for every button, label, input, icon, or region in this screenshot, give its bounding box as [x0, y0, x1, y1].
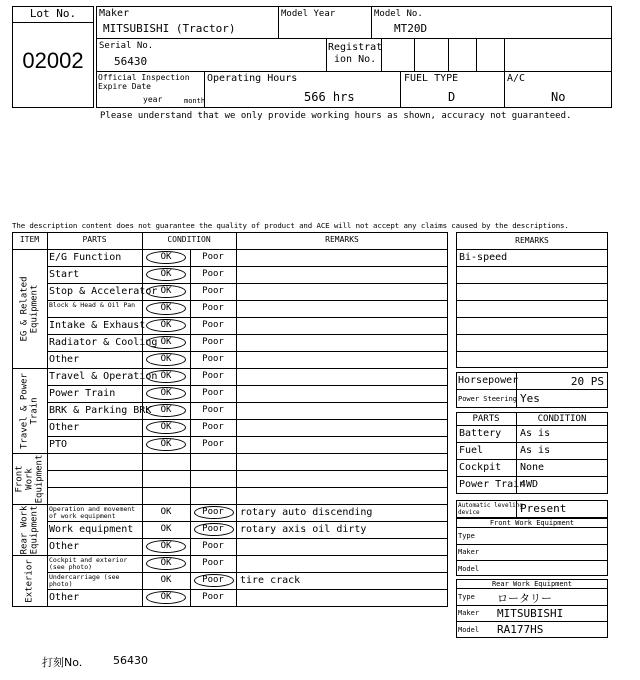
rear-model-label: Model [458, 626, 480, 634]
side-parts-header: PARTS [472, 414, 500, 424]
group-label: Front Work Equipment [14, 454, 45, 503]
col-parts-header: PARTS [82, 235, 107, 244]
poor-option: Poor [202, 320, 224, 330]
side-condition-header: CONDITION [537, 414, 587, 424]
ok-option: OK [160, 303, 172, 313]
side-part-name: Power Train [459, 479, 526, 490]
ok-option: OK [160, 558, 172, 568]
ok-option: OK [160, 320, 172, 330]
power-steering-label: Power Steering [458, 395, 518, 403]
ok-selected-oval [146, 302, 186, 315]
front-equipment-title: Front Work Equipment [489, 519, 575, 527]
ok-selected-oval [146, 387, 186, 400]
lot-no: 02002 [22, 48, 84, 73]
hours-notice: Please understand that we only provide working hours as shown, accuracy not guaranteed. [100, 111, 572, 121]
poor-option: Poor [202, 354, 224, 364]
rear-equipment-title: Rear Work Equipment [491, 580, 573, 588]
part-name: Undercarriage (see photo) [49, 573, 120, 588]
poor-option: Poor [202, 405, 224, 415]
ok-selected-oval [146, 370, 186, 383]
ok-selected-oval [146, 591, 186, 604]
side-part-name: Fuel [459, 445, 484, 456]
poor-selected-oval [194, 574, 234, 587]
row-remark: tire crack [240, 575, 301, 586]
auto-level-label: Automatic leveling device [458, 502, 524, 516]
side-part-condition: 4WD [520, 479, 539, 490]
group-label: EG & Related Equipment [19, 275, 40, 342]
ok-option: OK [160, 354, 172, 364]
poor-option: Poor [202, 592, 224, 602]
rear-maker-label: Maker [458, 609, 480, 617]
ok-option: OK [160, 405, 172, 415]
col-condition-header: CONDITION [167, 235, 211, 244]
registration-label: Registrat ion No. [328, 42, 383, 65]
ok-option: OK [160, 422, 172, 432]
poor-option: Poor [202, 422, 224, 432]
operating-hours-value: 566 hrs [304, 90, 355, 104]
part-name: Other [49, 422, 80, 433]
poor-option: Poor [202, 507, 224, 517]
part-name: Operation and movement of work equipment [49, 505, 136, 520]
poor-option: Poor [202, 286, 224, 296]
part-name: Other [49, 592, 80, 603]
rear-model-value: RA177HS [497, 623, 544, 636]
part-name: Block & Head & Oil Pan [49, 301, 136, 309]
ok-selected-oval [146, 421, 186, 434]
poor-selected-oval [194, 506, 234, 519]
poor-option: Poor [202, 541, 224, 551]
poor-option: Poor [202, 524, 224, 534]
auto-level-value: Present [520, 502, 567, 515]
row-remark: rotary axis oil dirty [240, 524, 367, 535]
stamp-value: 56430 [113, 654, 148, 667]
ok-selected-oval [146, 557, 186, 570]
ok-selected-oval [146, 285, 186, 298]
ok-option: OK [160, 252, 172, 262]
poor-option: Poor [202, 303, 224, 313]
model-no-label: Model No. [374, 9, 423, 19]
part-name: Radiator & Cooling [49, 337, 158, 348]
part-name: Intake & Exhaust [49, 320, 146, 331]
side-part-condition: As is [520, 445, 551, 456]
side-part-condition: None [520, 462, 545, 473]
ok-option: OK [160, 371, 172, 381]
maker-value: MITSUBISHI (Tractor) [103, 22, 236, 35]
description-notice: The description content does not guarantee the quality of product and ACE will not accept any claims caused by the descriptions. [12, 221, 569, 230]
ok-selected-oval [146, 353, 186, 366]
side-part-name: Battery [459, 428, 502, 439]
ok-selected-oval [146, 438, 186, 451]
front-model-label: Model [458, 565, 480, 573]
side-remark-line: Bi-speed [459, 252, 508, 263]
ok-option: OK [160, 286, 172, 296]
poor-option: Poor [202, 371, 224, 381]
poor-option: Poor [202, 337, 224, 347]
group-label: Travel & Power Train [19, 372, 40, 449]
fuel-type-label: FUEL TYPE [404, 73, 459, 84]
month-label: month [184, 97, 206, 105]
ok-selected-oval [146, 404, 186, 417]
group-label: Exterior [24, 558, 35, 603]
poor-option: Poor [202, 558, 224, 568]
ok-option: OK [160, 337, 172, 347]
part-name: Other [49, 354, 80, 365]
ok-option: OK [160, 507, 172, 517]
row-remark: rotary auto discending [240, 507, 373, 518]
part-name: Start [49, 269, 80, 280]
ok-option: OK [160, 541, 172, 551]
ok-option: OK [160, 524, 172, 534]
fuel-type-value: D [448, 90, 456, 104]
ok-option: OK [160, 575, 172, 585]
rear-type-value: ロータリー [497, 592, 552, 605]
poor-option: Poor [202, 388, 224, 398]
part-name: Other [49, 541, 80, 552]
ok-selected-oval [146, 336, 186, 349]
ok-option: OK [160, 269, 172, 279]
poor-option: Poor [202, 439, 224, 449]
ok-option: OK [160, 439, 172, 449]
ok-option: OK [160, 592, 172, 602]
part-name: Work equipment [49, 524, 134, 535]
side-part-name: Cockpit [459, 462, 502, 473]
group-label: Rear Work Equipment [19, 505, 40, 554]
year-label: year [143, 95, 163, 104]
part-name: E/G Function [49, 252, 122, 263]
part-name: Power Train [49, 388, 116, 399]
horsepower-label: Horsepower [458, 375, 519, 386]
side-part-condition: As is [520, 428, 551, 439]
part-name: BRK & Parking BRK [49, 405, 152, 416]
model-no-value: MT20D [394, 22, 428, 35]
ok-selected-oval [146, 319, 186, 332]
ok-selected-oval [146, 251, 186, 264]
front-maker-label: Maker [458, 548, 480, 556]
rear-type-label: Type [458, 593, 475, 601]
col-remarks-header: REMARKS [325, 235, 359, 244]
poor-option: Poor [202, 269, 224, 279]
poor-option: Poor [202, 575, 224, 585]
model-year-label: Model Year [281, 9, 336, 19]
ok-selected-oval [146, 268, 186, 281]
poor-selected-oval [194, 523, 234, 536]
part-name: Travel & Operation [49, 371, 158, 382]
ac-label: A/C [507, 73, 526, 84]
serial-no-value: 56430 [114, 55, 148, 68]
part-name: PTO [49, 439, 68, 450]
ok-selected-oval [146, 540, 186, 553]
rear-maker-value: MITSUBISHI [497, 607, 564, 620]
col-item-header: ITEM [19, 235, 40, 244]
stamp-label: 打刻No. [42, 656, 83, 669]
side-remarks-header: REMARKS [515, 236, 549, 245]
power-steering-value: Yes [520, 392, 540, 405]
lot-no-label: Lot No. [29, 7, 77, 20]
operating-hours-label: Operating Hours [207, 73, 298, 84]
inspection-label: Official Inspection Expire Date [98, 73, 190, 91]
serial-no-label: Serial No. [99, 41, 154, 51]
part-name: Stop & Accelerator [49, 286, 158, 297]
ok-option: OK [160, 388, 172, 398]
poor-option: Poor [202, 252, 224, 262]
horsepower-value: 20 PS [570, 375, 604, 388]
maker-label: Maker [99, 8, 130, 19]
ac-value: No [551, 90, 566, 104]
part-name: Cockpit and exterior (see photo) [49, 556, 128, 571]
front-type-label: Type [458, 532, 475, 540]
